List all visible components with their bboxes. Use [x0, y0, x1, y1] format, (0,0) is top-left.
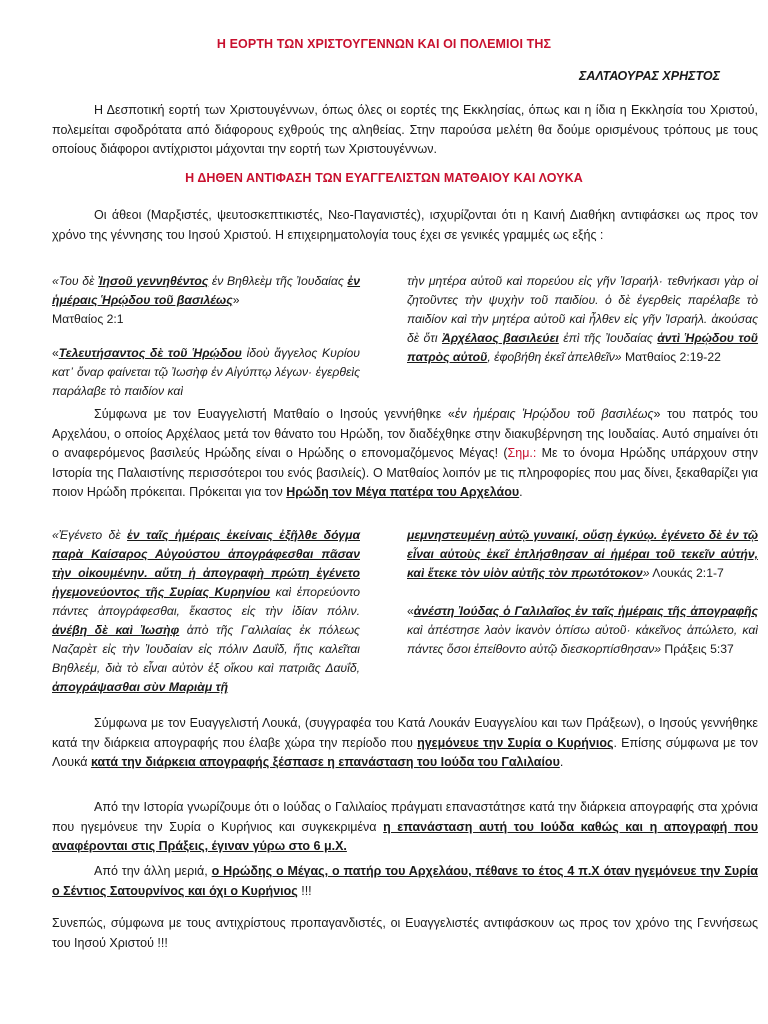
quote-text: ἐν Βηθλεὲμ τῆς Ἰουδαίας — [208, 274, 348, 288]
quote-text: καὶ ἐπορεύοντο πάντες ἀπογράφεσθαι, ἕκαστος εἰς τὴν ἰδίαν πόλιν. — [52, 585, 360, 618]
quote-emphasis: Τελευτήσαντος δὲ τοῦ Ἡρῴδου — [58, 346, 242, 360]
quote-emphasis: ἀνέβη δὲ καὶ Ἰωσὴφ — [52, 623, 180, 637]
paragraph-text: . Επίσης σύμφωνα με τον Λουκά — [52, 735, 758, 769]
quote-text: τὴν μητέρα αὐτοῦ καὶ πορεύου εἰς γῆν Ἰσραήλ· τεθνήκασι γὰρ οἱ ζητοῦντες τὴν ψυχὴν τοῦ παιδίου. ὁ δὲ ἐγερθεὶς παρέλαβε τὸ παιδίον καὶ τὴν μητέρα αὐτοῦ καὶ ἦλθεν εἰς γῆν Ἰσραήλ. ἀκούσας δὲ ὅτι — [407, 274, 758, 345]
quote-emphasis: μεμνηστευμένῃ αὐτῷ γυναικί, οὔσῃ ἐγκύῳ. ἐγένετο δὲ ἐν τῷ εἶναι αὐτοὺς ἐκεῖ ἐπλήσθησαν αἱ ἡμέραι τοῦ τεκεῖν αὐτήν, καὶ ἔτεκε τὸν υἱὸν αὐτῆς τὸν πρωτότοκον — [407, 528, 758, 580]
intro-paragraph: Η Δεσποτική εορτή των Χριστουγέννων, όπως όλες οι εορτές της Εκκλησίας, όπως και η ίδια η Εκκλησία του Χριστού, πολεμείται σφοδρότατα από διάφορους εχθρούς της αληθείας. Στην παρούσα μελέτη θα δούμε ορισμένους τρόπους με τους οποίους διάφοροι αντίχριστοι μάχονται την εορτή των Χριστουγέννων. — [52, 103, 758, 156]
paragraph-text: Με το όνομα Ηρώδης υπάρχουν στην Ιστορία της Παλαιστίνης περισσότεροι του ενός βασιλείς). Ο Ματθαίος λοιπόν με τις πληροφορίες που μας δίνει, ξεκαθαρίζει για ποιον Ηρώδη πρόκειται. Πρόκειται για τον — [52, 446, 758, 499]
paragraph-luke-analysis — [52, 714, 758, 773]
quote-emphasis: ἀνέστη Ἰούδας ὁ Γαλιλαῖος ἐν ταῖς ἡμέραις τῆς ἀπογραφῆς — [413, 604, 758, 618]
scripture-reference: Ματθαίος 2:1 — [52, 312, 124, 326]
quote-text: ἰδοὺ ἄγγελος Κυρίου κατ᾿ ὄναρ φαίνεται τῷ Ἰωσὴφ ἐν Αἰγύπτῳ λέγων· ἐγερθεὶς παράλαβε τὸ παιδίον καὶ — [52, 346, 361, 398]
paragraph-conclusion: Συνεπώς, σύμφωνα με τους αντιχρίστους προπαγανδιστές, οι Ευαγγελιστές αντιφάσκουν ως προς τον χρόνο της Γεννήσεως του Ιησού Χριστού !!! — [52, 916, 758, 950]
paragraph-herod-death — [52, 862, 758, 901]
quote-text: «Του δὲ — [52, 274, 98, 288]
document-title: Η ΕΟΡΤΗ ΤΩΝ ΧΡΙΣΤΟΥΓΕΝΝΩΝ ΚΑΙ ΟΙ ΠΟΛΕΜΙΟΙ ΤΗΣ — [216, 37, 552, 51]
paragraph-matthew-analysis — [52, 405, 758, 503]
quote-luke-right — [407, 526, 758, 659]
paragraph-text: !!! — [297, 883, 312, 898]
scripture-reference: Λουκάς 2:1-7 — [649, 566, 724, 580]
quote-emphasis: Ἰησοῦ γεννηθέντος — [97, 274, 209, 288]
paragraph-text: Από την Ιστορία γνωρίζουμε ότι ο Ιούδας ο Γαλιλαίος πράγματι επαναστάτησε κατά την διάρκεια απογραφής στα χρόνια που ηγεμόνευε την Συρία ο Κυρήνιος και συγκεκριμένα — [52, 800, 758, 834]
quote-text: » — [642, 566, 650, 580]
quote-emphasis: ἀντὶ Ἡρῴδου τοῦ πατρὸς αὐτοῦ — [407, 331, 759, 364]
quote-text: « — [52, 346, 59, 360]
quote-emphasis: ἐν ἡμέραις Ἡρῴδου τοῦ βασιλέως — [52, 274, 361, 307]
author-name: ΣΑΛΤΑΟΥΡΑΣ ΧΡΗΣΤΟΣ — [578, 69, 720, 83]
paragraph-emphasis: ηγεμόνευε την Συρία ο Κυρήνιος — [417, 735, 614, 750]
paragraph-atheists-claim: Οι άθεοι (Μαρξιστές, ψευτοσκεπτικιστές, Νεο-Παγανιστές), ισχυρίζονται ότι η Καινή Διαθήκη αντιφάσκει ως προς τον χρόνο της γέννησης του Ιησού Χριστού. Η επιχειρηματολογία τους έχει σε γενικές γραμμές ως εξής : — [52, 208, 758, 242]
note-label: Σημ.: — [507, 446, 537, 460]
paragraph-emphasis: Ηρώδη τον Μέγα πατέρα του Αρχελάου — [286, 485, 520, 499]
paragraph-text: » του πατρός του Αρχελάου, ο οποίος Αρχέλαος μετά τον θάνατο του Ηρώδη, τον διαδέχθηκε στην διακυβέρνηση της Ιουδαίας. Αυτό σημαίνει ότι ο αναφερόμενος βασιλεύς Ηρώδης είναι ο Ηρώδης ο επονομαζόμενος Μέγας! ( — [52, 407, 758, 460]
paragraph-emphasis: κατά την διάρκεια απογραφής ξέσπασε η επανάσταση του Ιούδα του Γαλιλαίου — [90, 755, 560, 769]
paragraph-text: Σύμφωνα με τον Ευαγγελιστή Ματθαίο ο Ιησούς γεννήθηκε « — [94, 407, 455, 421]
quote-text: » — [232, 293, 240, 307]
quote-emphasis: Ἀρχέλαος βασιλεύει — [441, 331, 559, 345]
quote-text: «Ἐγένετο δὲ — [52, 528, 128, 542]
quote-luke-left — [52, 526, 360, 697]
quote-text: , ἐφοβήθη ἐκεῖ ἀπελθεῖν» — [487, 350, 622, 364]
paragraph-text: . — [519, 485, 523, 499]
quote-text: καὶ ἀπέστησε λαὸν ἱκανὸν ὀπίσω αὐτοῦ· κἀκεῖνος ἀπώλετο, καὶ πάντες ὅσοι ἐπείθοντο αὐτῷ διεσκορπίσθησαν» — [407, 623, 758, 656]
paragraph-history — [52, 798, 758, 857]
paragraph-text: Σύμφωνα με τον Ευαγγελιστή Λουκά, (συγγραφέα του Κατά Λουκάν Ευαγγελίου και των Πράξεων), ο Ιησούς γεννήθηκε κατά την διάρκεια απογραφής που έλαβε χώρα την περίοδο που — [52, 716, 758, 750]
paragraph-text: . — [559, 755, 564, 769]
quote-text: ἐπὶ τῆς Ἰουδαίας — [558, 331, 658, 345]
quote-matthew-left — [52, 272, 360, 401]
quote-text: « — [407, 604, 414, 618]
quote-text: ἀπὸ τῆς Γαλιλαίας ἐκ πόλεως Ναζαρὲτ εἰς τὴν Ἰουδαίαν εἰς πόλιν Δαυΐδ, ἥτις καλεῖται Βηθλεέμ, διὰ τὸ εἶναι αὐτὸν ἐξ οἴκου καὶ πατριᾶς Δαυΐδ, — [52, 623, 360, 675]
quote-matthew-right — [407, 272, 758, 367]
paragraph-emphasis: η επανάσταση αυτή του Ιούδα καθώς και η απογραφή που αναφέρονται στις Πράξεις, έγιναν γύρω στο 6 μ.Χ. — [52, 819, 758, 853]
scripture-reference: Ματθαίος 2:19-22 — [621, 350, 721, 364]
scripture-reference: Πράξεις 5:37 — [661, 642, 734, 656]
paragraph-text: Από την άλλη μεριά, — [94, 864, 212, 878]
paragraph-emphasis: ο Ηρώδης ο Μέγας, ο πατήρ του Αρχελάου, πέθανε το έτος 4 π.Χ όταν ηγεμόνευε την Συρία ο Σέντιος Σατουρνίνος και όχι ο Κυρήνιος — [52, 864, 758, 898]
quote-emphasis: ἀπογράψασθαι σὺν Μαριὰμ τῇ — [52, 680, 229, 694]
quote-emphasis: ἐν ταῖς ἡμέραις ἐκείναις ἐξῆλθε δόγμα παρὰ Καίσαρος Αὐγούστου ἀπογράφεσθαι πᾶσαν τὴν οἰκουμένην. αὕτη ἡ ἀπογραφὴ πρώτη ἐγένετο ἡγεμονεύοντος τῆς Συρίας Κυρηνίου — [52, 528, 360, 599]
paragraph-quote: ἐν ἡμέραις Ἡρῴδου τοῦ βασιλέως — [454, 407, 654, 421]
section-subtitle: Η ΔΗΘΕΝ ΑΝΤΙΦΑΣΗ ΤΩΝ ΕΥΑΓΓΕΛΙΣΤΩΝ ΜΑΤΘΑΙΟΥ ΚΑΙ ΛΟΥΚΑ — [185, 171, 583, 185]
